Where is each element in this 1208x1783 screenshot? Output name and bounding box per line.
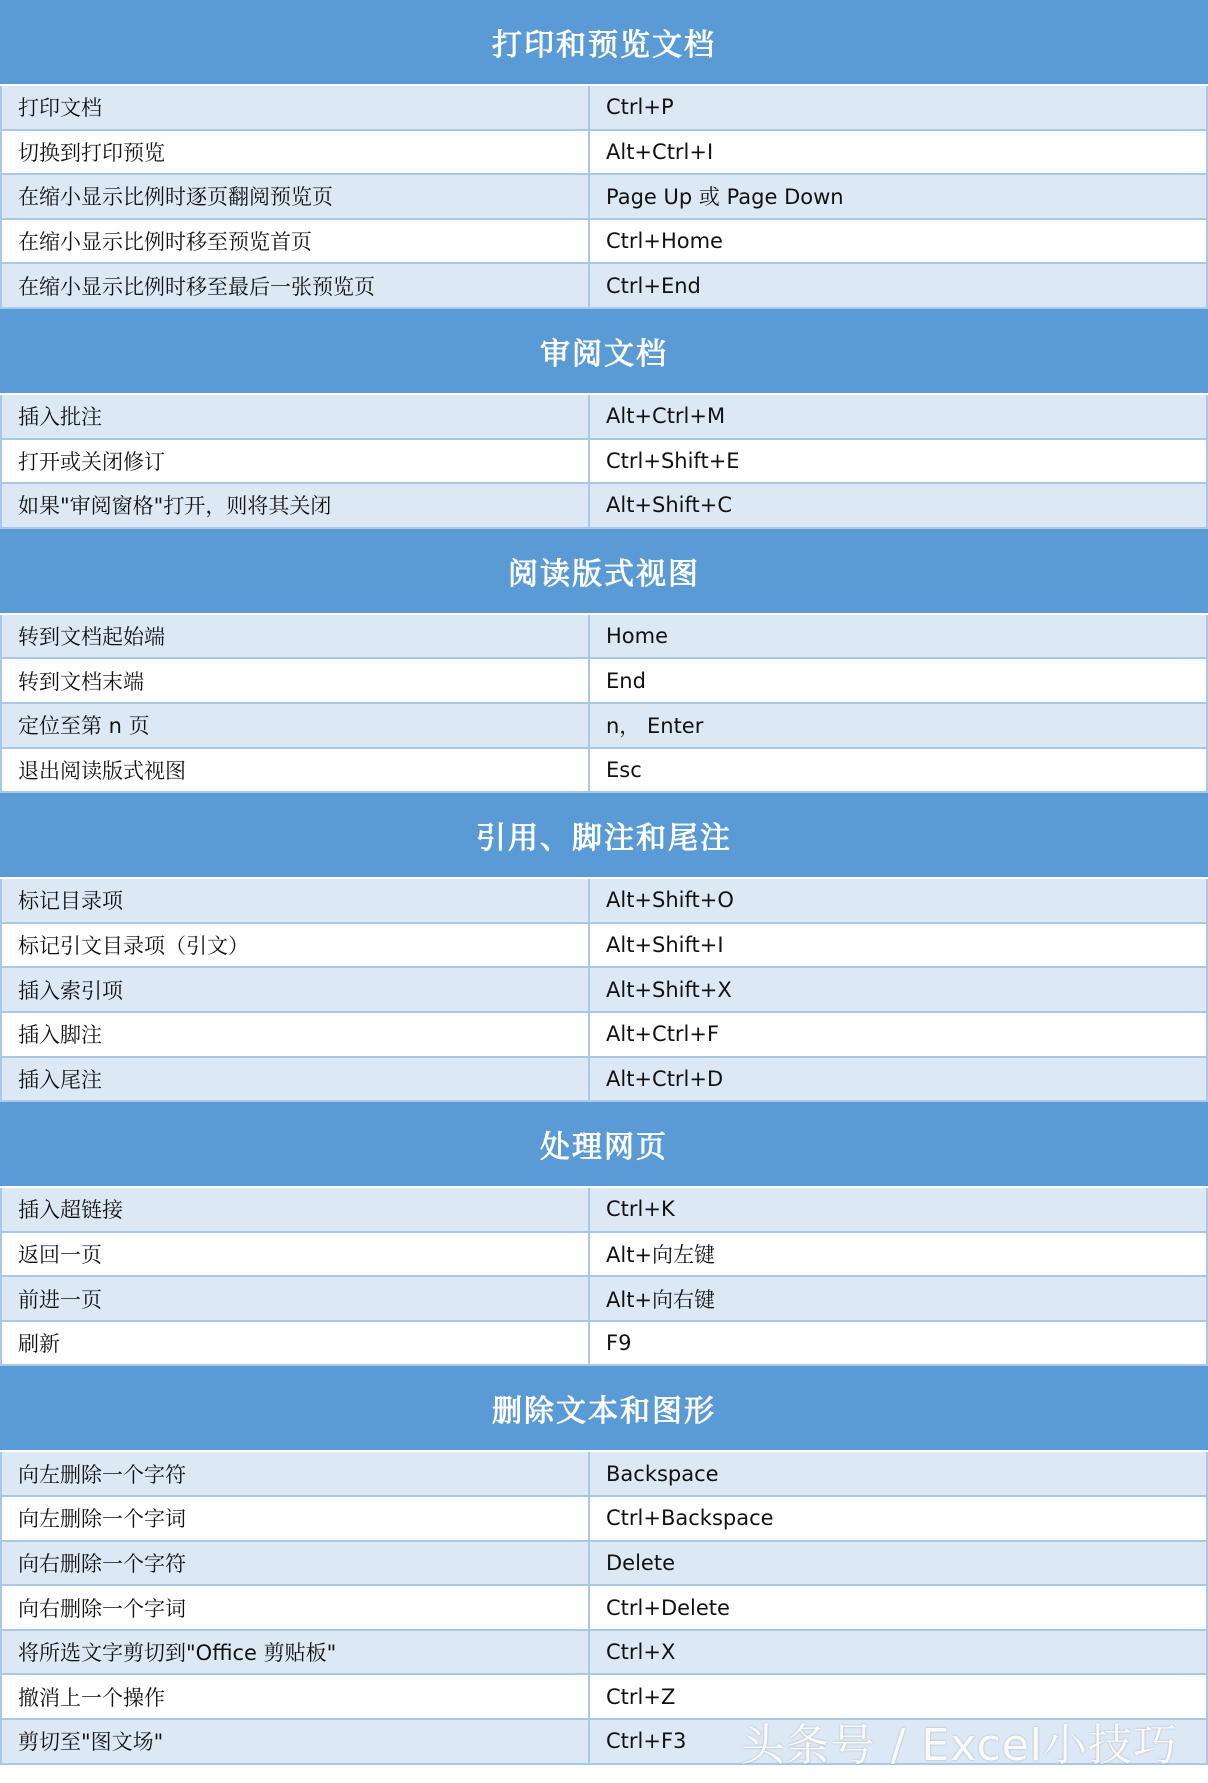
table-row <box>0 1586 1208 1631</box>
action-cell: 在缩小显示比例时移至预览首页 <box>0 220 590 263</box>
watermark: 头条号 / Excel小技巧 <box>740 1720 1178 1771</box>
shortcut-cell: Alt+Ctrl+D <box>590 1058 1208 1101</box>
table-row <box>0 968 1208 1013</box>
shortcut-cell: Alt+Shift+C <box>590 484 1208 527</box>
action-cell: 前进一页 <box>0 1277 590 1320</box>
action-cell: 转到文档起始端 <box>0 615 590 658</box>
action-cell: 退出阅读版式视图 <box>0 749 590 792</box>
shortcut-cell: Alt+Ctrl+F <box>590 1013 1208 1056</box>
shortcut-cell: Ctrl+Home <box>590 220 1208 263</box>
action-cell: 标记目录项 <box>0 879 590 922</box>
table-row <box>0 131 1208 176</box>
table-row <box>0 1058 1208 1103</box>
shortcut-cell: F9 <box>590 1322 1208 1365</box>
shortcut-cell: Ctrl+End <box>590 264 1208 307</box>
table-row <box>0 264 1208 309</box>
table-row <box>0 86 1208 131</box>
table-row <box>0 175 1208 220</box>
action-cell: 插入超链接 <box>0 1188 590 1231</box>
table-row <box>0 749 1208 794</box>
shortcut-cell: Alt+向右键 <box>590 1277 1208 1320</box>
table-row <box>0 659 1208 704</box>
table-row <box>0 1188 1208 1233</box>
table-row <box>0 879 1208 924</box>
action-cell: 切换到打印预览 <box>0 131 590 174</box>
shortcut-cell: Ctrl+Z <box>590 1675 1208 1718</box>
action-cell: 在缩小显示比例时移至最后一张预览页 <box>0 264 590 307</box>
shortcut-cell: End <box>590 659 1208 702</box>
action-cell: 标记引文目录项（引文） <box>0 924 590 967</box>
shortcut-cell: Page Up 或 Page Down <box>590 175 1208 218</box>
section-header: 处理网页 <box>0 1102 1208 1188</box>
shortcut-cell: Ctrl+P <box>590 86 1208 129</box>
action-cell: 返回一页 <box>0 1233 590 1276</box>
action-cell: 撤消上一个操作 <box>0 1675 590 1718</box>
action-cell: 如果"审阅窗格"打开，则将其关闭 <box>0 484 590 527</box>
section-header: 打印和预览文档 <box>0 0 1208 86</box>
table-row <box>0 484 1208 529</box>
action-cell: 刷新 <box>0 1322 590 1365</box>
action-cell: 插入尾注 <box>0 1058 590 1101</box>
shortcut-cell: Ctrl+Shift+E <box>590 440 1208 483</box>
action-cell: 向左删除一个字词 <box>0 1497 590 1540</box>
action-cell: 向右删除一个字词 <box>0 1586 590 1629</box>
action-cell: 插入脚注 <box>0 1013 590 1056</box>
action-cell: 在缩小显示比例时逐页翻阅预览页 <box>0 175 590 218</box>
shortcut-cell: Alt+Shift+I <box>590 924 1208 967</box>
shortcut-cell: Alt+向左键 <box>590 1233 1208 1276</box>
shortcut-cell: Ctrl+X <box>590 1631 1208 1674</box>
table-row <box>0 395 1208 440</box>
table-row <box>0 1233 1208 1278</box>
section-header: 审阅文档 <box>0 309 1208 395</box>
table-row <box>0 1452 1208 1497</box>
shortcut-cell: Ctrl+Delete <box>590 1586 1208 1629</box>
shortcut-cell: Backspace <box>590 1452 1208 1495</box>
table-row <box>0 1013 1208 1058</box>
table-row <box>0 924 1208 969</box>
action-cell: 向右删除一个字符 <box>0 1542 590 1585</box>
shortcut-cell: Delete <box>590 1542 1208 1585</box>
action-cell: 打开或关闭修订 <box>0 440 590 483</box>
shortcut-cell: Alt+Shift+X <box>590 968 1208 1011</box>
shortcut-cell: Home <box>590 615 1208 658</box>
section-header: 删除文本和图形 <box>0 1366 1208 1452</box>
shortcut-cell: Ctrl+F3 <box>590 1720 1208 1763</box>
table-row <box>0 615 1208 660</box>
action-cell: 打印文档 <box>0 86 590 129</box>
table-row <box>0 1542 1208 1587</box>
action-cell: 向左删除一个字符 <box>0 1452 590 1495</box>
table-row <box>0 704 1208 749</box>
table-row <box>0 220 1208 265</box>
shortcut-cell: Alt+Ctrl+M <box>590 395 1208 438</box>
section-header: 阅读版式视图 <box>0 529 1208 615</box>
table-row <box>0 1322 1208 1367</box>
section-header: 引用、脚注和尾注 <box>0 793 1208 879</box>
shortcut-cell: Alt+Ctrl+I <box>590 131 1208 174</box>
action-cell: 剪切至"图文场" <box>0 1720 590 1763</box>
shortcut-cell: Ctrl+K <box>590 1188 1208 1231</box>
action-cell: 将所选文字剪切到"Office 剪贴板" <box>0 1631 590 1674</box>
shortcut-cell: Esc <box>590 749 1208 792</box>
table-row <box>0 1631 1208 1676</box>
action-cell: 插入批注 <box>0 395 590 438</box>
shortcut-cell: Alt+Shift+O <box>590 879 1208 922</box>
action-cell: 转到文档末端 <box>0 659 590 702</box>
action-cell: 定位至第 n 页 <box>0 704 590 747</box>
table-row <box>0 1277 1208 1322</box>
shortcut-cell: n， Enter <box>590 704 1208 747</box>
action-cell: 插入索引项 <box>0 968 590 1011</box>
shortcut-cell: Ctrl+Backspace <box>590 1497 1208 1540</box>
table-row <box>0 1497 1208 1542</box>
table-row <box>0 440 1208 485</box>
